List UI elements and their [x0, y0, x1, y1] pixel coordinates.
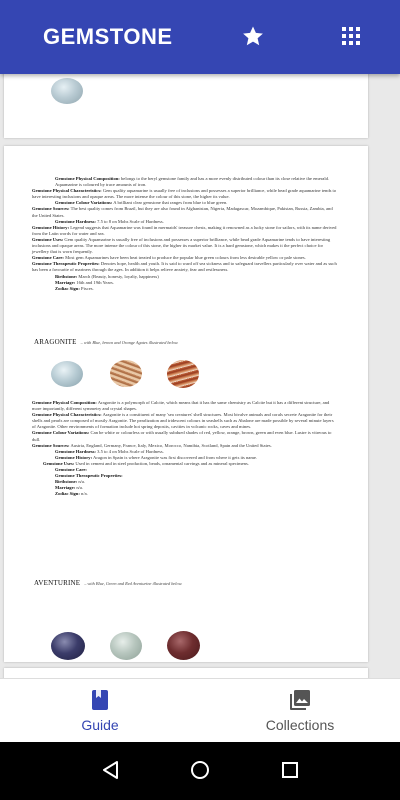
section-title-aragonite: ARAGONITE – with Blue, brown and Orange Agates illustrated below.	[34, 338, 179, 346]
gemstone-image	[51, 78, 83, 104]
gemstone-image-red-aventurine	[167, 631, 200, 660]
gemstone-image-green-aventurine	[110, 632, 142, 660]
star-icon[interactable]	[241, 24, 265, 48]
photo-library-icon	[289, 689, 311, 711]
app-bar	[0, 0, 400, 74]
app-title: GEMSTONE	[43, 24, 173, 49]
recents-square-icon[interactable]	[280, 760, 300, 780]
home-circle-icon[interactable]	[190, 760, 210, 780]
gemstone-image-orange	[167, 360, 199, 388]
system-navigation-bar	[0, 742, 400, 800]
section-title-aventurine: AVENTURINE – with Blue, Green and Red Aventurine illustrated below.	[34, 579, 183, 587]
gemstone-image-blue	[51, 361, 83, 387]
nav-label-collections: Collections	[265, 717, 335, 733]
nav-label-guide: Guide	[81, 717, 119, 733]
aragonite-details: Gemstone Physical Composition: Aragonite is a polymorph of Calcite, which means that it has the same chemistry as Calcite but it has a different structure, and more importantly, different symmetry and crystal shapes. Gemstone Physical Characteristics: Aragonite is a constituent of many 'sea creatures' shell structures. Most bivalve animals and corals secrete Aragonite for their shells and pearls are composed of mostly Aragonite. The pearlization and iridescent colours in seashells such as Abalone are made possible by several minute layers of Aragonite. Other environments of formation include hot spring deposits, cavities in volcanic rocks, caves and mines. Gemstone Colour Variations: Can be white or colourless or with usually subdued shades of red, yellow, orange, brown, green and even blue. Lustre is vitreous to dull. Gemstone Sources: Austria, England, Germany, France, Italy, Mexico, Morocco, Namibia, Scotland, Spain and the United States. Gemstone Hardness: 3.5 to 4 on Mohs Scale of Hardness. Gemstone History: Aragon in Spain is where Aragonite was first discovered and from where it gets its name. Gemstone Uses: Used in cement and in steel production, beads, ornamental carvings and as mineral specimens. Gemstone Care: Gemstone Therapeutic Properties: Birthstone: n/a. Marriage: n/a. Zodiac Sign: n/a.	[32, 400, 334, 497]
book-icon	[89, 689, 111, 711]
apps-grid-icon[interactable]	[342, 27, 360, 45]
bottom-navigation	[0, 678, 400, 742]
nav-tab-guide[interactable]	[0, 679, 200, 743]
back-triangle-icon[interactable]	[101, 760, 121, 780]
guide-page	[4, 146, 368, 662]
gemstone-image-blue-aventurine	[51, 632, 85, 660]
nav-tab-collections[interactable]	[200, 679, 400, 743]
guide-content-scroll[interactable]	[0, 74, 400, 678]
aquamarine-details: Gemstone Physical Composition: belongs to the beryl gemstone family and has a more evenly distributed colour than its close relative the emerald. Aquamarine is coloured by trace amounts of iron. Gemstone Physical Characteristics: Gem quality aquamarine is usually free of inclusions and possesses a superior brilliance, while bead grade aquamarine tends to have interesting inclusions and opaque areas. The more intense the colour of this stone, the higher its value. Gemstone Colour Variations: A brilliant clear gemstone that ranges from blue to blue green. Gemstone Sources: The best quality comes from Brazil, but they are also found in Afghanistan, Nigeria, Madagascar, Mozambique, Pakistan, Russia, Zambia, and the United States. Gemstone Hardness: 7.5 to 8 on Mohs Scale of Hardness. Gemstone History: Legend suggests that Aquamarine was found in mermaids' treasure chests, making it renowned as a lucky stone for sailors, with its name derived from the Latin words for water and sea. Gemstone Uses: Gem quality Aquamarine is usually free of inclusions and possesses a superior brilliance, while bead grade Aquamarine tends to have interesting inclusions and opaque areas. The more intense the colour of this stone, the higher its market value. It is a hard gemstone, which makes it the perfect choice for jewellery that is worn frequently. Gemstone Care: Most gem Aquamarines have been heat treated to produce the popular blue green colours from less desirable yellow or pale stones. Gemstone Therapeutic Properties: Denotes hope, health and youth. It is said to ward off sea sickness and to safeguard travellers particularly over water and as such has been a favourite of mariners through the ages. In addition it helps relieve anxiety, fear and restlessness. Birthstone: March (Beauty, honesty, loyalty, happiness) Marriage: 16th and 19th Years. Zodiac Sign: Pisces.	[32, 176, 337, 291]
gemstone-image-brown	[110, 360, 142, 387]
